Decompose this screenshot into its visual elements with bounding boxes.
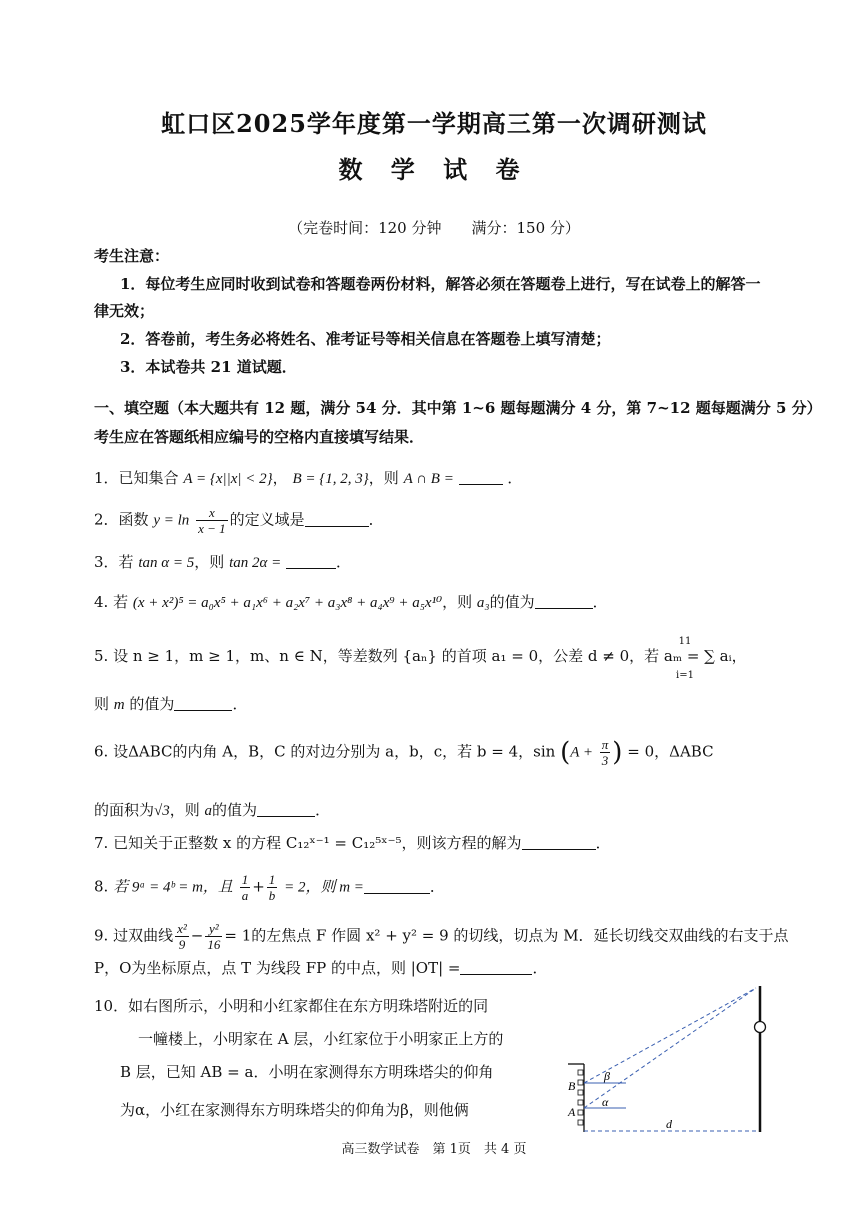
sum-lower-limit: i=1 [676, 670, 694, 681]
page-footer: 高三数学试卷 第 1页 共 4 页 [341, 1142, 527, 1157]
notice-item-1: 1．每位考生应同时收到试卷和答题卷两份材料，解答必须在答题卷上进行，写在试卷上的解答一 [120, 275, 761, 293]
set-a: A = {x||x| < 2} [183, 471, 273, 487]
notice-item-2: 2．答卷前，考生务必将姓名、准考证号等相关信息在答题卷上填写清楚； [120, 330, 611, 348]
q-number: 6. [94, 742, 114, 761]
question-10-line-4: 为α，小红在家测得东方明珠塔尖的仰角为β，则他俩 [120, 1101, 469, 1119]
answer-blank [459, 470, 503, 485]
fraction: $\frac{\pi}{3}$ [601, 737, 609, 768]
expansion-expression: (x + x²)⁵ = a₀x⁵ + a₁x⁶ + a₂x⁷ + a₃x⁸ + a₄x⁹ + a₅x¹⁰ [132, 595, 443, 611]
label-beta: β [604, 1069, 610, 1083]
question-6: 6. 设ΔABC的内角 A，B，C 的对边分别为 a，b，c，若 b = 4，sin (A + $\frac{\pi}{3}$ ) = 0，ΔABC [94, 737, 714, 768]
question-9-cont: P，O为坐标原点，点 T 为线段 FP 的中点，则 |OT| = ． [94, 959, 548, 977]
q-number: 9. [94, 926, 114, 945]
label-a: A [568, 1105, 576, 1119]
notice-item-3: 3．本试卷共 21 道试题． [120, 358, 297, 376]
window [578, 1110, 583, 1115]
question-10-line-2: 一幢楼上，小明家在 A 层，小红家位于小明家正上方的 [138, 1030, 504, 1048]
time-info: （完卷时间：120 分钟 满分：150 分） [288, 219, 580, 237]
question-3: 3．若 tan α = 5，则 tan 2α = ． [94, 553, 352, 571]
window [578, 1100, 583, 1105]
label-d: d [666, 1117, 672, 1131]
fraction: $\frac{\text{x²}}{9}$ [177, 921, 187, 952]
question-5-cont: 则 m 的值为 ． [94, 695, 248, 713]
window [578, 1090, 583, 1095]
q-number: 4. [94, 593, 114, 611]
section-instruction: 考生应在答题纸相应编号的空格内直接填写结果． [94, 428, 425, 446]
exam-subtitle: 数 学 试 卷 [338, 155, 530, 184]
question-5: 5. 设 n ≥ 1，m ≥ 1，m、n ∈ N，等差数列 {aₙ} 的首项 a₁ = 0，公差 d ≠ 0，若 aₘ = ∑ aᵢ， [94, 647, 747, 665]
right-paren: ) [612, 737, 623, 768]
sum-upper-limit: 11 [678, 636, 692, 647]
question-4: 4. 若 (x + x²)⁵ = a₀x⁵ + a₁x⁶ + a₂x⁷ + a₃x⁸ + a₄x⁹ + a₅x¹⁰，则 a₃的值为 ． [94, 593, 608, 611]
fraction: $\frac{\text{y²}}{16}$ [207, 921, 221, 952]
question-10: 10．如右图所示，小明和小红家都住在东方明珠塔附近的同 [94, 997, 489, 1015]
question-2: 2．函数 y = ln $\frac{x}{x - 1}$ 的定义域是 ． [94, 505, 384, 536]
q-number: 5. [94, 647, 109, 665]
question-6-cont: 的面积为√3，则 a的值为 ． [94, 801, 331, 819]
sightline-a [584, 988, 756, 1108]
answer-blank [257, 802, 315, 817]
notice-heading: 考生注意： [94, 247, 170, 265]
q-number: 3． [94, 553, 119, 571]
label-b: B [568, 1079, 576, 1093]
answer-blank [460, 960, 532, 975]
fraction: $\frac{1}{b}$ [268, 872, 276, 903]
q-number: 8. [94, 877, 114, 896]
set-b: B = {1, 2, 3} [292, 471, 369, 487]
notice-item-1-cont: 律无效； [94, 302, 155, 320]
section-heading: 一、填空题（本大题共有 12 题，满分 54 分．其中第 1~6 题每题满分 4 分，第 7~12 题每题满分 5 分） [94, 399, 822, 417]
answer-blank [364, 879, 430, 894]
answer-blank [522, 835, 596, 850]
question-9: 9. 过双曲线 $\frac{\text{x²}}{9}$ − $\frac{\text{y²}}{16}$ = 1的左焦点 F 作圆 x² + y² = 9 的切线，切点为 M．延长切线交双曲线的右支于点 [94, 921, 789, 952]
question-1: 1．已知集合 A = {x||x| < 2}， B = {1, 2, 3}，则 A ∩ B = ． [94, 469, 523, 487]
window [578, 1120, 583, 1125]
answer-blank [535, 594, 593, 609]
question-7: 7. 已知关于正整数 x 的方程 C₁₂ˣ⁻¹ = C₁₂⁵ˣ⁻⁵，则该方程的解为 ． [94, 834, 611, 852]
window [578, 1070, 583, 1075]
tower-elevation-figure [558, 982, 778, 1136]
q-number: 7. [94, 834, 114, 852]
answer-blank [174, 696, 232, 711]
window [578, 1080, 583, 1085]
q-number: 10． [94, 997, 129, 1015]
q-number: 2． [94, 510, 119, 529]
tower-sphere [755, 1022, 766, 1033]
fraction: $\frac{x}{x - 1}$ [198, 505, 226, 536]
fraction: $\frac{1}{a}$ [241, 872, 249, 903]
answer-blank [305, 512, 369, 527]
question-10-line-3: B 层，已知 AB = a．小明在家测得东方明珠塔尖的仰角 [120, 1063, 494, 1081]
answer-blank [286, 554, 336, 569]
question-8: 8. 若 9ᵃ = 4ᵇ = m，且 $\frac{1}{a}$ + $\frac{1}{b}$ = 2，则 m = ． [94, 872, 445, 903]
left-paren: ( [560, 737, 571, 768]
label-alpha: α [602, 1095, 609, 1109]
exam-title: 虹口区2025学年度第一学期高三第一次调研测试 [161, 109, 707, 138]
q-number: 1． [94, 469, 119, 487]
